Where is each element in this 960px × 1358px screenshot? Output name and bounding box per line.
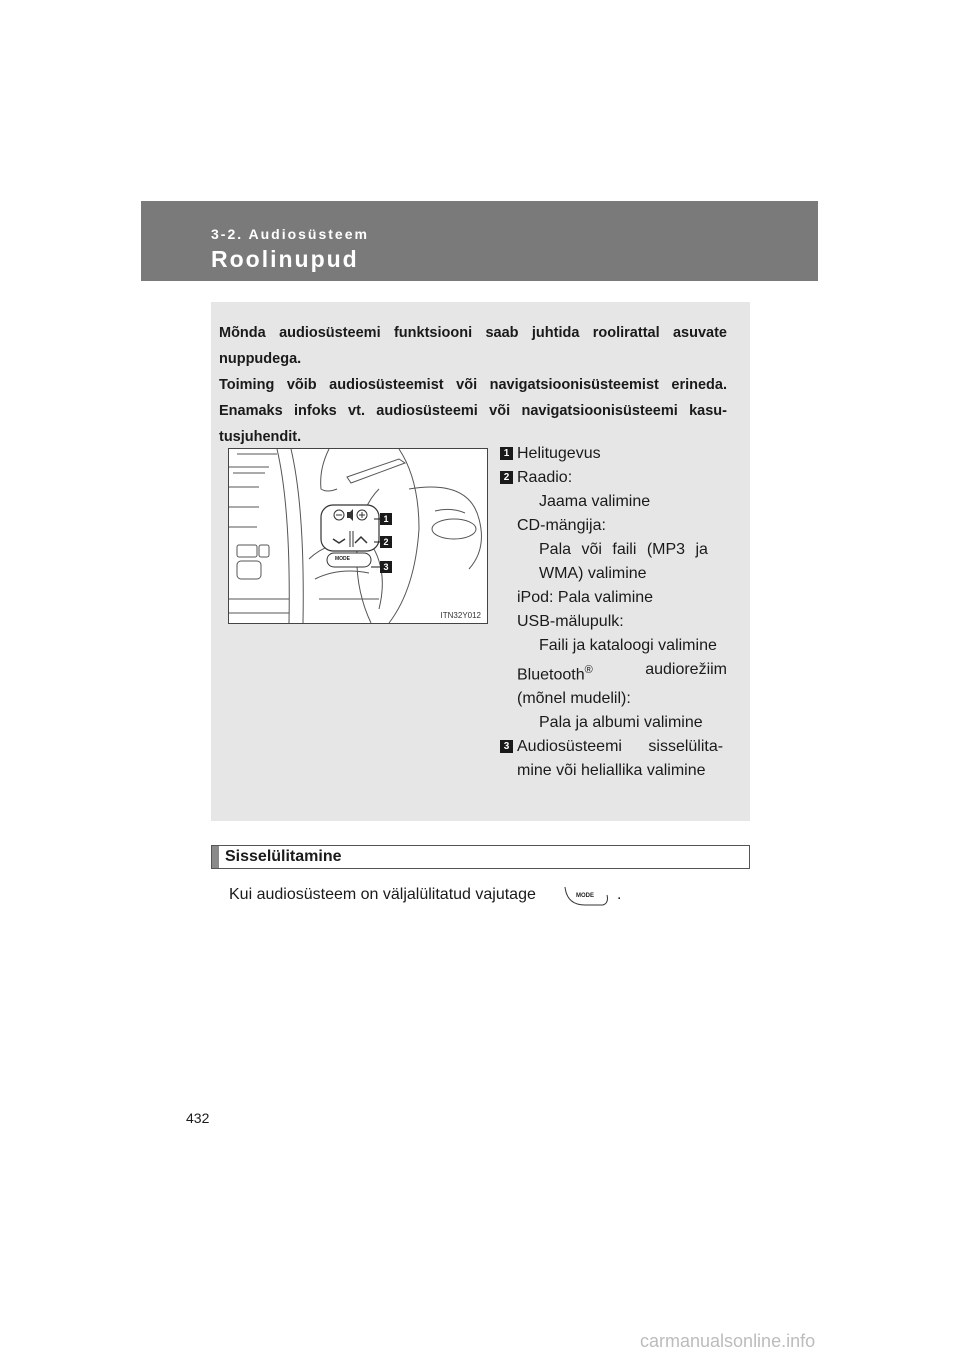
legend-cd-desc (497, 538, 727, 586)
intro-paragraph-2: Toiming võib audiosüsteemist või navigatsioonisüsteemist erineda. Enamaks infoks vt. audiosüsteemi või navigatsioonisüsteemi kasu-tusjuhendit. (219, 377, 727, 445)
legend-label-radio: Raadio: (517, 469, 573, 486)
legend-usb-desc-wrap (497, 634, 727, 658)
callout-3: 3 (383, 562, 389, 572)
page-number: 432 (186, 1110, 210, 1126)
legend-number-1: 1 (500, 447, 513, 460)
legend-power-label-a: Audiosüsteemi sisselülita- (517, 738, 724, 756)
info-box (211, 302, 750, 821)
illustration-code: ITN32Y012 (440, 611, 481, 620)
callout-1: 1 (383, 514, 389, 524)
legend-power-label-b: mine või heliallika valimine (517, 762, 706, 780)
power-on-instruction: Kui audiosüsteem on väljalülitatud vajutage (229, 886, 536, 903)
legend-power-line-a (517, 735, 727, 759)
legend-bluetooth-desc-wrap (497, 711, 727, 735)
legend-bluetooth-line (497, 658, 727, 687)
legend-radio-desc: Jaama valimine (539, 493, 651, 510)
steering-wheel-drawing (229, 449, 487, 623)
registered-mark: ® (584, 664, 593, 676)
legend (497, 442, 727, 783)
legend-item-volume (497, 442, 727, 466)
legend-bluetooth-text: Bluetooth (517, 666, 585, 684)
legend-label-volume: Helitugevus (517, 445, 601, 462)
section-label: 3-2. Audiosüsteem (211, 226, 369, 242)
legend-cd-desc-a: Pala või faili (MP3 ja (539, 541, 708, 558)
intro-paragraph-1: Mõnda audiosüsteemi funktsiooni saab juhtida roolirattal asuvate nuppudega. (219, 325, 727, 367)
legend-number-2: 2 (500, 471, 513, 484)
subsection-heading (211, 845, 750, 869)
illustration-mode-button-label: MODE (335, 556, 350, 562)
legend-bluetooth-mode: audiorežiim (645, 661, 727, 678)
legend-ipod: iPod: Pala valimine (517, 589, 654, 606)
chapter-header (141, 201, 818, 281)
legend-bluetooth-desc: Pala ja albumi valimine (539, 714, 703, 732)
legend-usb-desc: Faili ja kataloogi valimine (539, 637, 717, 654)
mode-button-label: MODE (576, 893, 594, 899)
page-title: Roolinupud (211, 246, 359, 272)
legend-usb-label: USB-mälupulk: (517, 613, 624, 630)
legend-cd-label: CD-mängija: (517, 517, 606, 534)
legend-bluetooth-name (517, 658, 593, 687)
steering-wheel-illustration (228, 448, 488, 624)
legend-cd-desc-b: WMA) valimine (539, 565, 647, 582)
subsection-title: Sisselülitamine (225, 848, 342, 865)
intro-text (219, 320, 727, 450)
watermark: carmanualsonline.info (640, 1331, 816, 1351)
legend-bluetooth-note: (mõnel mudelil): (517, 690, 631, 708)
mode-button-icon (563, 883, 611, 909)
legend-number-3: 3 (500, 740, 513, 753)
legend-cd-desc-line-a (517, 538, 727, 562)
subsection-heading-bar (212, 846, 219, 868)
legend-item-source-select (497, 466, 727, 514)
legend-item-power-mode (497, 735, 727, 783)
sentence-end: . (617, 886, 622, 903)
callout-2: 2 (383, 537, 389, 547)
